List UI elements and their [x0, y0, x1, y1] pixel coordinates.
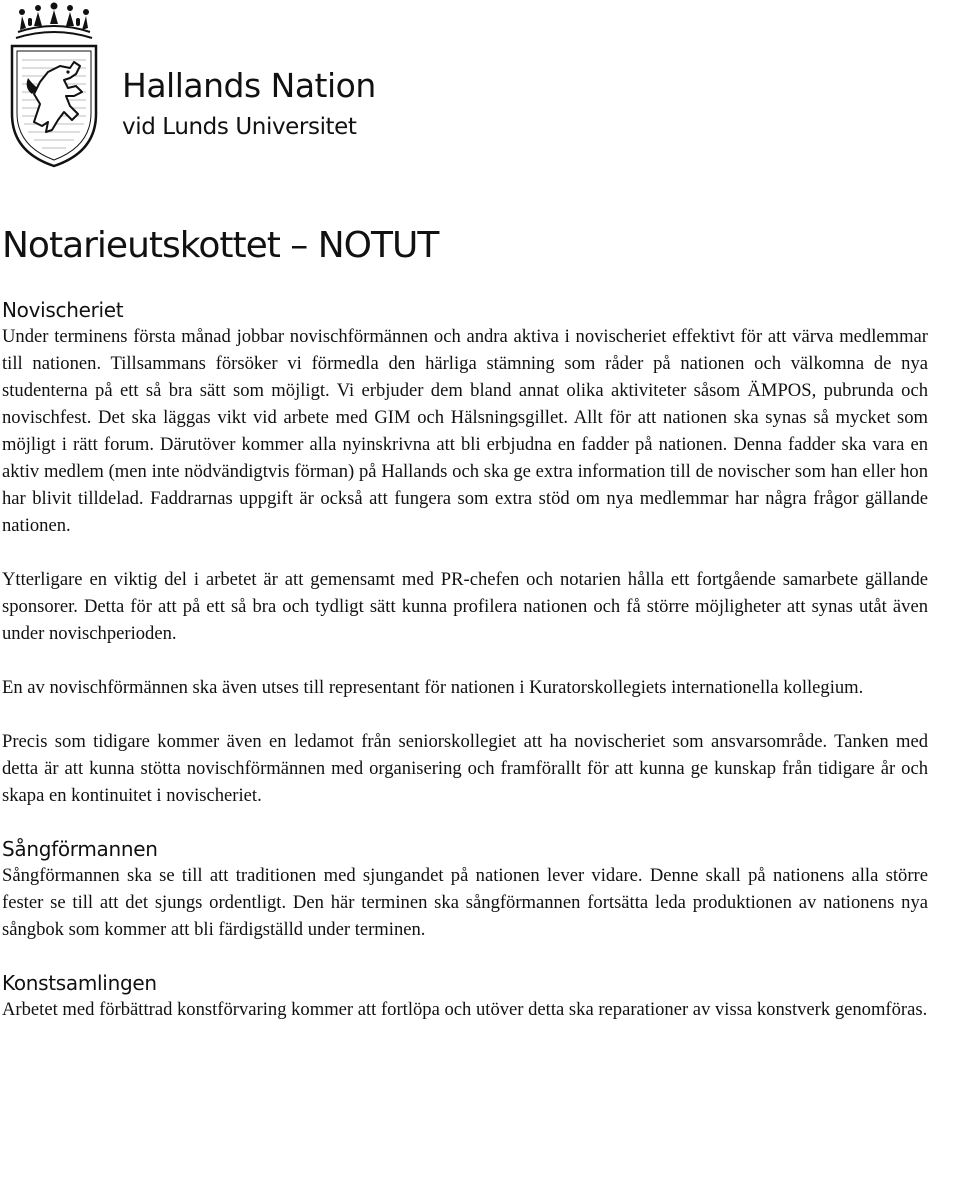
letterhead [0, 0, 960, 175]
organization-subtitle: vid Lunds Universitet [122, 114, 357, 140]
document-body [2, 297, 928, 1023]
coat-of-arms-icon [4, 2, 104, 170]
paragraph: Sångförmannen ska se till att traditionen med sjungandet på nationen lever vidare. Denne skall på nationens alla större fester se till att det sjungs ordentligt. Den här terminen ska sångförmannen fortsätta leda produktionen av nationens nya sångbok som kommer att bli färdigställd under terminen. [2, 865, 928, 940]
paragraph: Arbetet med förbättrad konstförvaring kommer att fortlöpa och utöver detta ska reparationer av vissa konstverk genomföras. [2, 999, 928, 1020]
organization-name: Hallands Nation [122, 66, 376, 105]
section-heading: Konstsamlingen [2, 971, 157, 995]
section-sangformannen [2, 836, 928, 943]
paragraph: Under terminens första månad jobbar novischförmännen och andra aktiva i novischeriet effektivt för att värva medlemmar till nationen. Tillsammans försöker vi förmedla den härliga stämning som råder på nationen och välkomna de nya studenterna på ett så bra sätt som möjligt. Vi erbjuder dem bland annat olika aktiviteter såsom ÄMPOS, pubrunda och novischfest. Det ska läggas vikt vid arbete med GIM och Hälsningsgillet. Allt för att nationen ska synas så mycket som möjligt i rätt forum. Därutöver kommer alla nyinskrivna att bli erbjudna en fadder på nationen. Denna fadder ska vara en aktiv medlem (men inte nödvändigtvis förman) på Hallands och ska ge extra information till de novischer som han eller hon har blivit tilldelad. Faddrarnas uppgift är också att fungera som extra stöd om nya medlemmar har några frågor gällande nationen. [2, 326, 928, 536]
section-heading: Sångförmannen [2, 837, 158, 861]
document-title: Notarieutskottet – NOTUT [2, 225, 439, 266]
section-novischeriet [2, 297, 928, 809]
paragraph: En av novischförmännen ska även utses till representant för nationen i Kuratorskollegiets internationella kollegium. [2, 677, 864, 698]
section-heading: Novischeriet [2, 298, 124, 322]
paragraph: Precis som tidigare kommer även en ledamot från seniorskollegiet att ha novischeriet som ansvarsområde. Tanken med detta är att kunna stötta novischförmännen med organisering och framförallt för att kunna ge kunskap från tidigare år och skapa en kontinuitet i novischeriet. [2, 731, 928, 806]
section-konstsamlingen [2, 970, 928, 1023]
paragraph: Ytterligare en viktig del i arbetet är att gemensamt med PR-chefen och notarien hålla ett fortgående samarbete gällande sponsorer. Detta för att på ett så bra och tydligt sätt kunna profilera nationen och få större möjligheter att synas utåt även under novischperioden. [2, 569, 928, 644]
